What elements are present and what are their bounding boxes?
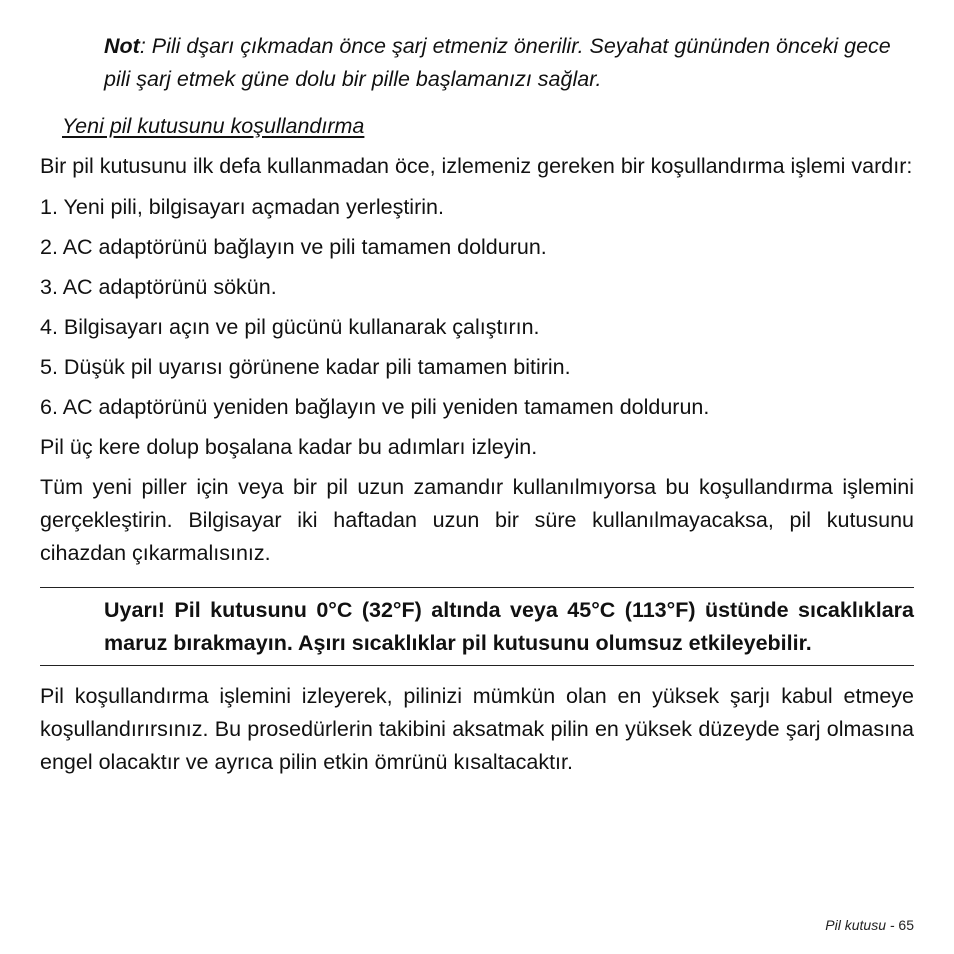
note-paragraph	[104, 30, 914, 96]
page-number: 65	[898, 917, 914, 933]
warning-box	[40, 587, 914, 666]
page-footer	[825, 917, 914, 933]
step-item: 3. AC adaptörünü sökün.	[40, 275, 277, 299]
warning-text: Uyarı! Pil kutusunu 0°C (32°F) altında veya 45°C (113°F) üstünde sıcaklıklara maruz bırakmayın. Aşırı sıcaklıklar pil kutusunu olumsuz etkileyebilir.	[104, 598, 914, 655]
step-item: 5. Düşük pil uyarısı görünene kadar pili tamamen bitirin.	[40, 355, 571, 379]
step-item: 6. AC adaptörünü yeniden bağlayın ve pili yeniden tamamen doldurun.	[40, 395, 710, 419]
repeat-paragraph: Pil üç kere dolup boşalana kadar bu adımları izleyin.	[40, 435, 538, 459]
document-page	[40, 30, 914, 779]
note-text: : Pili dşarı çıkmadan önce şarj etmeniz önerilir. Seyahat gününden önceki gece pili şarj etmek güne dolu bir pille başlamanızı sağlar.	[104, 34, 891, 91]
intro-paragraph: Bir pil kutusunu ilk defa kullanmadan öce, izlemeniz gereken bir koşullandırma işlemi vardır:	[40, 154, 913, 178]
conditioning-steps-list	[40, 191, 914, 424]
step-item: 2. AC adaptörünü bağlayın ve pili tamamen doldurun.	[40, 235, 547, 259]
step-item: 4. Bilgisayarı açın ve pil gücünü kullanarak çalıştırın.	[40, 315, 540, 339]
step-item: 1. Yeni pili, bilgisayarı açmadan yerleştirin.	[40, 195, 444, 219]
note-label: Not	[104, 34, 140, 58]
section-heading: Yeni pil kutusunu koşullandırma	[62, 114, 365, 138]
when-paragraph: Tüm yeni piller için veya bir pil uzun zamandır kullanılmıyorsa bu koşullandırma işlemini gerçekleştirin. Bilgisayar iki haftadan uzun bir süre kullanılmayacaksa, pil kutusunu cihazdan çıkarmalısınız.	[40, 475, 914, 565]
final-paragraph: Pil koşullandırma işlemini izleyerek, pilinizi mümkün olan en yüksek şarjı kabul etmeye koşullandırırsınız. Bu prosedürlerin takibini aksatmak pilin en yüksek düzeyde şarj olmasına engel olacaktır ve ayrıca pilin etkin ömrünü kısaltacaktır.	[40, 684, 914, 774]
footer-section: Pil kutusu -	[825, 917, 899, 933]
